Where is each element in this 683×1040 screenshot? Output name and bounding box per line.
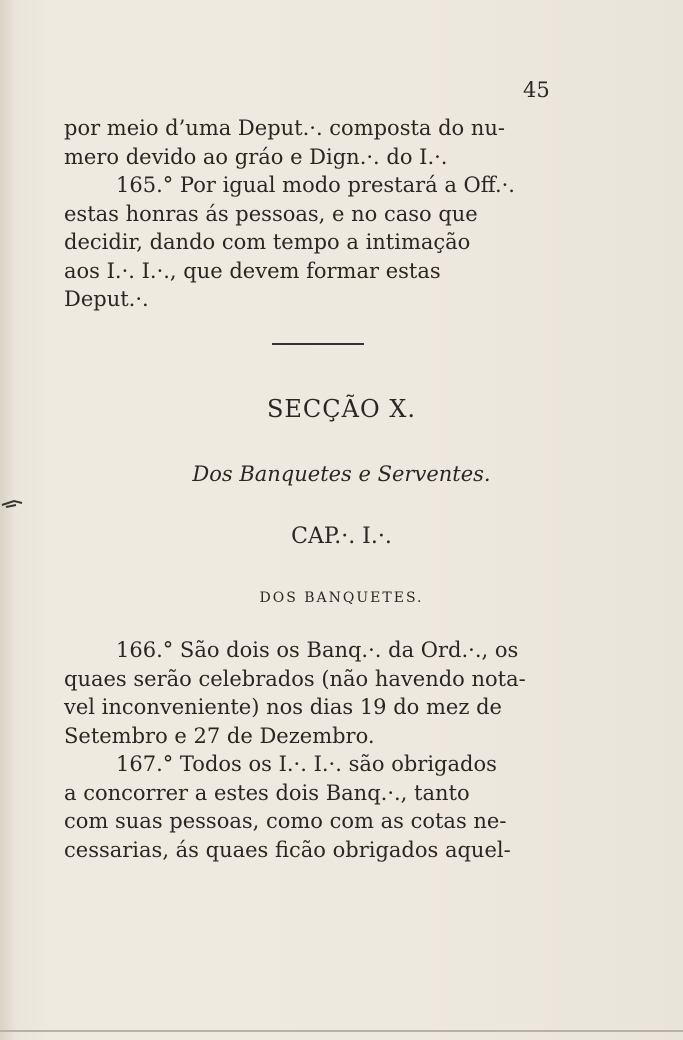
- paragraph-166-start: 166.° São dois os Banq.·. da Ord.·., os: [116, 638, 519, 662]
- paragraph-165-start: 165.° Por igual modo prestará a Off.·.: [116, 173, 515, 197]
- text-block-top: [64, 114, 584, 314]
- chapter-title: CAP.·. I.·.: [291, 524, 392, 549]
- text-line: aos I.·. I.·., que devem formar estas: [64, 258, 441, 283]
- text-line: por meio d’uma Deput.·. composta do nu-: [64, 116, 506, 140]
- text-line: quaes serão celebrados (não havendo nota-: [64, 666, 526, 691]
- text-line: decidir, dando com tempo a intimação: [64, 230, 471, 254]
- page-bottom-edge: [0, 1030, 683, 1032]
- page-binding-edge: [0, 0, 14, 1040]
- text-line: vel inconveniente) nos dias 19 do mez de: [64, 695, 502, 719]
- text-line: Setembro e 27 de Dezembro.: [64, 723, 375, 748]
- section-title: SECÇÃO X.: [266, 395, 417, 423]
- text-block-bottom: [64, 636, 584, 864]
- text-line: com suas pessoas, como com as cotas ne-: [64, 809, 507, 833]
- paragraph-167-start: 167.° Todos os I.·. I.·. são obrigados: [116, 752, 497, 776]
- text-line: a concorrer a estes dois Banq.·., tanto: [64, 780, 470, 805]
- section-subtitle: Dos Banquetes e Serventes.: [192, 462, 491, 486]
- text-line: estas honras ás pessoas, e no caso que: [64, 201, 478, 226]
- text-line: mero devido ao gráo e Dign.·. do I.·.: [64, 144, 448, 169]
- page-number: 45: [523, 78, 550, 102]
- margin-mark-icon: [0, 497, 24, 511]
- text-line: cessarias, ás quaes ficão obrigados aquel-: [64, 837, 511, 862]
- chapter-subtitle: DOS BANQUETES.: [259, 590, 424, 606]
- text-line: Deput.·.: [64, 287, 149, 311]
- section-divider: [272, 343, 364, 345]
